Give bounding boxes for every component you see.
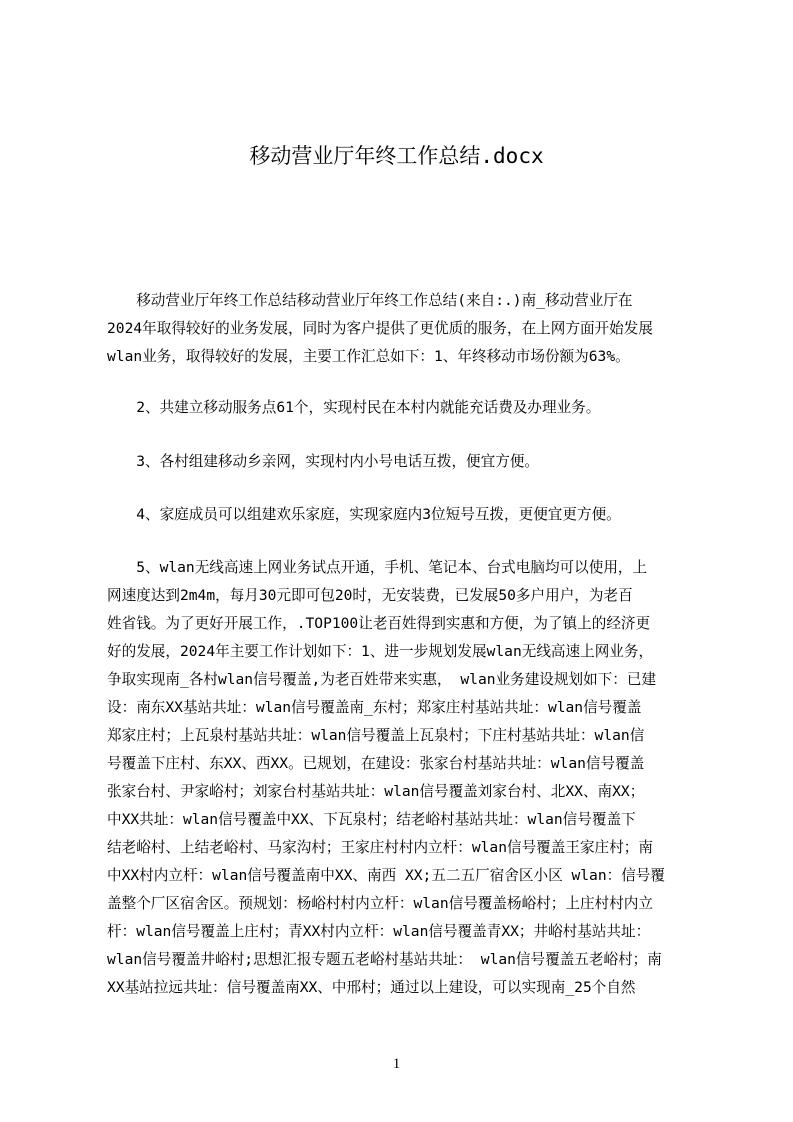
text-line: 好的发展，2024年主要工作计划如下：1、进一步规划发展wlan无线高速上网业务， bbox=[107, 643, 654, 660]
text-line: 网速度达到2m4m，每月30元即可包20时，无安装费，已发展50多户用户，为老百 bbox=[107, 587, 633, 604]
text-line: 争取实现南_各村wlan信号覆盖,为老百姓带来实惠， wlan业务建设规划如下：已建 bbox=[107, 671, 657, 688]
text-line: 5、wlan无线高速上网业务试点开通，手机、笔记本、台式电脑均可以使用，上 bbox=[107, 559, 648, 576]
text-line: 盖整个厂区宿舍区。预规划：杨峪村村内立杆：wlan信号覆盖杨峪村；上庄村村内立 bbox=[107, 895, 653, 912]
text-line: 杆：wlan信号覆盖上庄村；青XX村内立杆：wlan信号覆盖青XX；井峪村基站共址： bbox=[107, 923, 651, 940]
page-number: 1 bbox=[392, 1056, 401, 1072]
text-line: 张家台村、尹家峪村；刘家台村基站共址：wlan信号覆盖刘家台村、北XX、南XX； bbox=[107, 783, 645, 800]
text-line: 移动营业厅年终工作总结移动营业厅年终工作总结(来自:.)南_移动营业厅在 bbox=[107, 292, 633, 309]
text-line: 姓省钱。为了更好开展工作，.TOP100让老百姓得到实惠和方便，为了镇上的经济更 bbox=[107, 615, 651, 632]
text-line: 中XX共址：wlan信号覆盖中XX、下瓦泉村；结老峪村基站共址：wlan信号覆盖下 bbox=[107, 811, 636, 828]
paragraph-1 bbox=[107, 287, 698, 371]
paragraph-4 bbox=[107, 501, 698, 529]
text-line: 中XX村内立杆：wlan信号覆盖南中XX、南西 XX;五二五厂宿舍区小区 wlan：信号覆 bbox=[107, 867, 665, 884]
text-line: wlan信号覆盖井峪村;思想汇报专题五老峪村基站共址： wlan信号覆盖五老峪村；南 bbox=[107, 951, 662, 968]
text-line: 号覆盖下庄村、东XX、西XX。已规划，在建设：张家台村基站共址：wlan信号覆盖 bbox=[107, 755, 645, 772]
text-line: 设：南东XX基站共址：wlan信号覆盖南_东村；郑家庄村基站共址：wlan信号覆盖 bbox=[107, 699, 642, 716]
document-title: 移动营业厅年终工作总结.docx bbox=[249, 144, 544, 168]
text-line: 2024年取得较好的业务发展，同时为客户提供了更优质的服务，在上网方面开始发展 bbox=[107, 320, 653, 337]
paragraph-2 bbox=[107, 394, 698, 422]
text-line: XX基站拉远共址：信号覆盖南XX、中邢村；通过以上建设，可以实现南_25个自然 bbox=[107, 979, 636, 996]
text-line: 4、家庭成员可以组建欢乐家庭，实现家庭内3位短号互拨，更便宜更方便。 bbox=[107, 506, 621, 523]
text-line: 结老峪村、上结老峪村、马家沟村；王家庄村村内立杆：wlan信号覆盖王家庄村；南 bbox=[107, 839, 653, 856]
paragraph-3 bbox=[107, 448, 698, 476]
text-line: 2、共建立移动服务点61个，实现村民在本村内就能充话费及办理业务。 bbox=[107, 399, 601, 416]
text-line: 3、各村组建移动乡亲网，实现村内小号电话互拨，便宜方便。 bbox=[107, 453, 540, 470]
text-line: wlan业务，取得较好的发展，主要工作汇总如下：1、年终移动市场份额为63%。 bbox=[107, 348, 630, 365]
text-line: 郑家庄村；上瓦泉村基站共址：wlan信号覆盖上瓦泉村；下庄村基站共址：wlan信 bbox=[107, 727, 645, 744]
paragraph-5 bbox=[107, 554, 698, 1002]
